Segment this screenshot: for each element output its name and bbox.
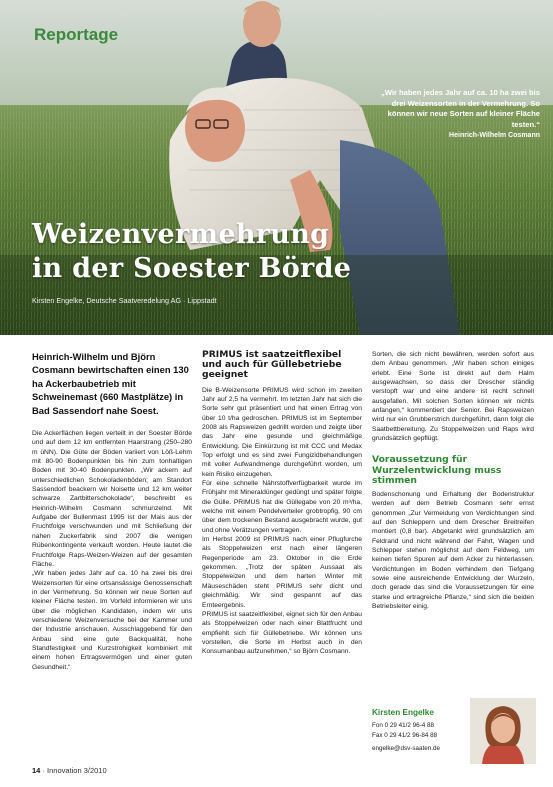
hero-photo bbox=[0, 0, 553, 335]
page-footer bbox=[32, 766, 107, 775]
issue-label: · Innovation 3/2010 bbox=[42, 766, 107, 775]
body-paragraph: Die Ackerflächen liegen verteilt in der Soester Börde und auf dem 12 km entfernten Haarstrang (250–280 m üNN). Die Güte der Böden variiert von Löß-Lehm mit 80-90 Bodenpunkten bis hin zum tonhaltigen Boden mit 30-40 Bodenpunkten. „Wir ackern auf unterschiedlichen Schokoladenböden; am Standort Sassendorf beackern wir Noisette und 12 km weiter schwarze Zartbitterschokolade“, beschreibt es Heinrich-Wilhelm Cosmann schmunzelnd. Mit Aufgabe der Bullenmast 1995 ist der Mais aus der Fruchtfolge verschwunden und mit Schließung der nahen Zuckerfabrik sind 2007 die wenigen Rübenkontingente verkauft worden. Heute lautet die Fruchtfolge Raps-Weizen-Weizen auf der gesamten Fläche. bbox=[32, 430, 192, 568]
article-title-line2: in der Soester Börde bbox=[32, 253, 352, 284]
body-paragraph: Bodenschonung und Erhaltung der Bodenstruktur werden auf dem Betrieb Cosmann sehr ernst genommen „Zur Vermeidung von Verdichtungen sind auf den Schleppern und dem Drescher Breitreifen montiert (0,8 bar). Abgetankt wird grundsätzlich am Feldrand und nicht während der Fahrt, Wagen und Schlepper stehen möglichst auf dem Feldweg, um keinen tiefen Spuren auf dem Acker zu hinterlassen. Verdichtungen im Boden verhindern den Tiefgang sowie eine ausreichende Entwicklung der Wurzeln, doch gerade das sind die Voraussetzungen für eine starke und ertragreiche Pflanze,“ sind sich die beiden Betriebsleiter einig. bbox=[372, 491, 534, 611]
article-title bbox=[32, 218, 392, 286]
body-paragraph: Die B-Weizensorte PRIMUS wird schon im zweiten Jahr auf 2,5 ha vermehrt. Im letzten Jahr hat sich die Sorte sehr gut präsentiert und hat einen Ertrag von über 10 t/ha gedroschen. PRIMUS ist im September 2008 als Rapsweizen gedrillt worden und zeigte über das Jahr eine gesunde und gleichmäßige Entwicklung. Die Einkürzung ist mit CCC und Medax Top erfolgt und es sind zwei Fungizidbehandlungen mit voller Aufwandmenge durchgeführt worden, um kein Risiko einzugehen. bbox=[202, 386, 362, 478]
contact-box bbox=[372, 708, 536, 766]
body-paragraph: PRIMUS ist saatzeitflexibel, eignet sich für den Anbau als Stoppelweizen oder nach einer Blattfrucht und empfiehlt sich für Güllebetriebe. Wir können uns vorstellen, die Sorte im Herbst auch in den Konsumanbau aufzunehmen,“ so Björn Cosmann. bbox=[202, 610, 362, 656]
contact-portrait bbox=[470, 698, 536, 764]
contact-fax: Fax 0 29 41/2 96-84 88 bbox=[372, 732, 438, 739]
column-1 bbox=[32, 350, 192, 672]
body-paragraph: Sorten, die sich nicht bewähren, werden sofort aus dem Anbau genommen. „Wir haben schon einiges erlebt. Eine Sorte ist direkt auf dem Halm ausgewachsen, so dass der Drescher ständig verstopft war und eine andere ist recht schnell ausgefallen. Mit solchen Sorten können wir nichts anfangen,“ kommentiert der Senior. Bei Rapsweizen wird nur ein Grubberstrich durchgeführt, dann folgt die Saatbettbereitung. Zu Stoppelweizen und Raps wird grundsätzlich gepflügt. bbox=[372, 351, 534, 443]
page-number: 14 bbox=[32, 766, 41, 775]
body-paragraph: Für eine schnelle Nährstoffverfügbarkeit wurde im Frühjahr mit Mineraldünger gedüngt und später folgte die Gülle. PRIMUS hat die Güllegabe von 20 m³/ha, welche mit einem Pendelverteiler grobtropfig, 90 cm über dem trockenen Bestand ausgebracht wurde, gut und ohne Verätzungen vertragen. bbox=[202, 480, 362, 534]
column-3 bbox=[372, 350, 534, 612]
body-paragraph: „Wir haben jedes Jahr auf ca. 10 ha zwei bis drei Weizensorten für eine ortsansässige Genossenschaft in der Vermehrung. So können wir neue Sorten auf kleiner Fläche testen. Im Vorfeld informieren wir uns über die möglichen Kandidaten, indem wir uns verschiedene Weizenversuche bei der Kammer und der Industrie anschauen. Ausschlaggebend für den Anbau sind eine gute Backqualität, hohe Standfestigkeit und Kurzstrohigkeit kombiniert mit einem hohen Ertragsvermögen und einer guten Gesundheit.“ bbox=[32, 570, 192, 671]
byline: Kirsten Engelke, Deutsche Saatveredelung AG · Lippstadt bbox=[32, 296, 217, 305]
pull-quote-author: Heinrich-Wilhelm Cosmann bbox=[449, 132, 540, 140]
pull-quote bbox=[370, 88, 540, 142]
subheading-primus: PRIMUS ist saatzeitflexibel und auch für Güllebetriebe geeignet bbox=[202, 349, 342, 381]
section-label: Reportage bbox=[34, 25, 119, 44]
body-paragraph: Im Herbst 2009 ist PRIMUS nach einer Pflugfurche als Stoppelweizen erst nach einer längeren Regenperiode am 23. Oktober in die Erde gekommen. „Trotz der späten Aussaat als Stoppelweizen und dem harten Winter mit Mäuseschäden steht PRIMUS sehr dicht und gleichmäßig. Wir sind gespannt auf das Ernteergebnis. bbox=[202, 536, 362, 609]
portrait-image bbox=[470, 698, 536, 764]
contact-phone: Fon 0 29 41/2 96-4 88 bbox=[372, 722, 434, 729]
lead-paragraph: Heinrich-Wilhelm und Björn Cosmann bewirtschaften einen 130 ha Ackerbaubetrieb mit Schweinemast (660 Mastplätze) in Bad Sassendorf nahe Soest. bbox=[32, 351, 189, 416]
contact-email[interactable]: engelke@dsv-saaten.de bbox=[372, 745, 441, 752]
pull-quote-text: „Wir haben jedes Jahr auf ca. 10 ha zwei bis drei Weizensorten in der Vermehrung. So können wir neue Sorten auf kleiner Fläche testen.“ bbox=[380, 88, 540, 129]
subheading-wurzel: Voraussetzung für Wurzelentwicklung muss stimmen bbox=[372, 454, 502, 486]
contact-name: Kirsten Engelke bbox=[372, 708, 434, 717]
column-2 bbox=[202, 350, 362, 657]
article-title-line1: Weizenvermehrung bbox=[32, 219, 330, 250]
